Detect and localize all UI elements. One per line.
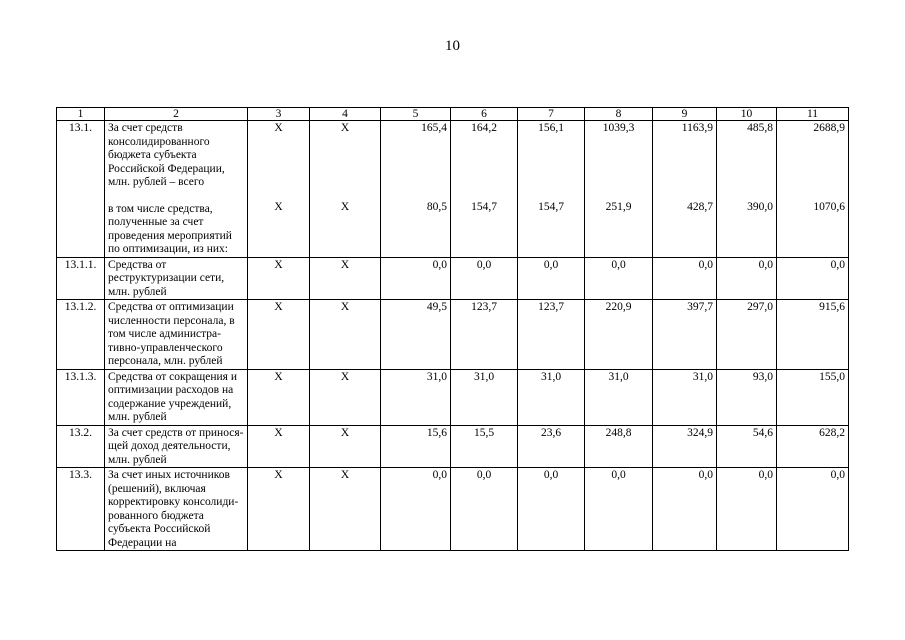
value-cell: 0,0 <box>653 468 717 551</box>
row-description <box>105 369 248 425</box>
value-cell: 0,0 <box>585 257 653 300</box>
text-line: том числе администра- <box>108 328 221 340</box>
cell-value: 1039,3 <box>602 122 635 134</box>
spacer <box>521 136 581 149</box>
value-cell: 31,0 <box>451 369 518 425</box>
row-description <box>105 468 248 551</box>
value-cell: 220,9 <box>585 300 653 370</box>
value-cell: 0,0 <box>451 468 518 551</box>
spacer <box>656 188 713 201</box>
value-cell <box>451 121 518 258</box>
spacer <box>720 162 773 175</box>
table-row <box>57 300 849 370</box>
text-line: Средства от оптимизации <box>108 301 234 313</box>
value-cell: 0,0 <box>717 257 777 300</box>
text-line: Федерации на <box>108 536 177 549</box>
header-cell-1: 1 <box>57 108 105 121</box>
text-line: корректировку консолиди- <box>108 496 239 508</box>
header-cell-3: 3 <box>248 108 310 121</box>
text-line: консолидированного <box>108 135 210 148</box>
text-line: Российской Федерации, <box>108 162 225 175</box>
spacer <box>720 149 773 162</box>
cell-value: 485,8 <box>747 122 773 134</box>
text-line: полученные за счет <box>108 216 204 228</box>
row-number: 13.1. <box>57 121 105 258</box>
spacer <box>588 162 649 175</box>
col4-mark: X <box>310 300 381 370</box>
cell-value: 251,9 <box>605 200 632 213</box>
value-cell: 31,0 <box>381 369 451 425</box>
value-cell <box>518 121 585 258</box>
table-header-row <box>57 108 849 121</box>
value-cell: 915,6 <box>777 300 849 370</box>
spacer <box>384 175 447 188</box>
spacer <box>588 175 649 188</box>
text-line: в том числе средства, <box>108 202 213 215</box>
spacer <box>251 136 306 149</box>
text-line: За счет иных источников <box>108 469 230 481</box>
value-cell: 31,0 <box>518 369 585 425</box>
cell-value: X <box>274 122 283 134</box>
value-cell <box>777 121 849 258</box>
cell-value: X <box>340 200 350 213</box>
header-cell-11: 11 <box>777 108 849 121</box>
value-cell: 123,7 <box>451 300 518 370</box>
spacer <box>313 175 377 188</box>
col4-mark: X <box>310 257 381 300</box>
spacer <box>521 188 581 201</box>
cell-value: 164,2 <box>471 122 497 134</box>
cell-value: 154,7 <box>471 200 497 213</box>
header-cell-4: 4 <box>310 108 381 121</box>
spacer <box>313 136 377 149</box>
header-cell-2: 2 <box>105 108 248 121</box>
text-line: рованного бюджета <box>108 509 204 522</box>
value-cell: 155,0 <box>777 369 849 425</box>
cell-value: 428,7 <box>687 200 713 213</box>
spacer <box>251 175 306 188</box>
spacer <box>454 136 514 149</box>
spacer <box>313 162 377 175</box>
col3-mark <box>248 121 310 258</box>
value-cell: 0,0 <box>653 257 717 300</box>
col3-mark: X <box>248 425 310 468</box>
value-cell <box>717 121 777 258</box>
page-number: 10 <box>445 38 460 54</box>
value-cell: 31,0 <box>653 369 717 425</box>
spacer <box>780 162 845 175</box>
col3-mark: X <box>248 369 310 425</box>
value-cell: 15,6 <box>381 425 451 468</box>
cell-value: 156,1 <box>538 122 564 134</box>
header-cell-10: 10 <box>717 108 777 121</box>
header-cell-8: 8 <box>585 108 653 121</box>
value-cell: 15,5 <box>451 425 518 468</box>
col4-mark: X <box>310 468 381 551</box>
col4-mark: X <box>310 369 381 425</box>
spacer <box>656 149 713 162</box>
value-cell: 0,0 <box>518 257 585 300</box>
spacer <box>780 188 845 201</box>
spacer <box>454 188 514 201</box>
row-description <box>105 121 248 258</box>
spacer <box>656 136 713 149</box>
value-cell: 0,0 <box>451 257 518 300</box>
text-line: проведения мероприятий <box>108 229 232 242</box>
value-cell: 49,5 <box>381 300 451 370</box>
header-cell-7: 7 <box>518 108 585 121</box>
value-cell: 297,0 <box>717 300 777 370</box>
text-line: (решений), включая <box>108 482 206 495</box>
cell-value: X <box>274 200 283 213</box>
col4-mark: X <box>310 425 381 468</box>
table-row <box>57 121 849 258</box>
value-cell: 324,9 <box>653 425 717 468</box>
value-cell: 248,8 <box>585 425 653 468</box>
text-line: щей доход деятельности, <box>108 440 231 452</box>
spacer <box>588 149 649 162</box>
spacer <box>780 136 845 149</box>
col4-mark <box>310 121 381 258</box>
spacer <box>720 188 773 201</box>
text-line: млн. рублей – всего <box>108 176 205 188</box>
spacer <box>656 175 713 188</box>
table-row <box>57 369 849 425</box>
value-cell: 93,0 <box>717 369 777 425</box>
row-number: 13.1.1. <box>57 257 105 300</box>
text-line: оптимизации расходов на <box>108 384 234 396</box>
spacer <box>720 175 773 188</box>
spacer <box>313 188 377 201</box>
indicators-table <box>56 107 849 551</box>
value-cell: 0,0 <box>518 468 585 551</box>
text-line: тивно-управленческого <box>108 341 223 354</box>
text-line: млн. рублей <box>108 411 167 423</box>
row-description <box>105 300 248 370</box>
spacer <box>521 175 581 188</box>
value-cell: 54,6 <box>717 425 777 468</box>
spacer <box>384 188 447 201</box>
header-cell-5: 5 <box>381 108 451 121</box>
spacer <box>521 149 581 162</box>
text-line: За счет средств <box>108 122 183 134</box>
spacer <box>656 162 713 175</box>
row-description <box>105 425 248 468</box>
spacer <box>108 190 244 203</box>
row-number: 13.1.2. <box>57 300 105 370</box>
value-cell: 0,0 <box>777 468 849 551</box>
spacer <box>454 162 514 175</box>
cell-value: 390,0 <box>747 200 773 213</box>
spacer <box>521 162 581 175</box>
spacer <box>780 149 845 162</box>
text-line: численности персонала, в <box>108 314 235 327</box>
cell-value: 1163,9 <box>681 122 713 134</box>
header-cell-9: 9 <box>653 108 717 121</box>
value-cell: 0,0 <box>777 257 849 300</box>
text-line: содержание учреждений, <box>108 397 232 410</box>
cell-value: 165,4 <box>421 122 447 134</box>
value-cell: 397,7 <box>653 300 717 370</box>
text-line: реструктуризации сети, <box>108 272 225 284</box>
spacer <box>454 149 514 162</box>
table-row <box>57 468 849 551</box>
row-description <box>105 257 248 300</box>
text-line: по оптимизации, из них: <box>108 243 228 255</box>
spacer <box>251 188 306 201</box>
value-cell: 0,0 <box>381 468 451 551</box>
value-cell: 0,0 <box>381 257 451 300</box>
value-cell <box>653 121 717 258</box>
text-line: Средства от сокращения и <box>108 370 237 383</box>
spacer <box>384 136 447 149</box>
spacer <box>454 175 514 188</box>
header-cell-6: 6 <box>451 108 518 121</box>
cell-value: 2688,9 <box>813 122 845 134</box>
table-row <box>57 425 849 468</box>
text-line: субъекта Российской <box>108 523 211 535</box>
col3-mark: X <box>248 257 310 300</box>
text-line: млн. рублей <box>108 285 167 298</box>
spacer <box>384 149 447 162</box>
spacer <box>588 188 649 201</box>
value-cell: 0,0 <box>717 468 777 551</box>
cell-value: 1070,6 <box>813 200 845 213</box>
spacer <box>384 162 447 175</box>
text-line: млн. рублей <box>108 453 167 466</box>
text-line: бюджета субъекта <box>108 149 197 161</box>
text-line: За счет средств от принося- <box>108 426 244 439</box>
text-line: Средства от <box>108 258 167 271</box>
row-number: 13.1.3. <box>57 369 105 425</box>
value-cell: 31,0 <box>585 369 653 425</box>
cell-value: X <box>340 122 350 134</box>
spacer <box>780 175 845 188</box>
col3-mark: X <box>248 300 310 370</box>
value-cell: 628,2 <box>777 425 849 468</box>
row-number: 13.3. <box>57 468 105 551</box>
cell-value: 80,5 <box>426 200 447 213</box>
text-line: персонала, млн. рублей <box>108 355 223 367</box>
row-number: 13.2. <box>57 425 105 468</box>
spacer <box>588 136 649 149</box>
col3-mark: X <box>248 468 310 551</box>
value-cell: 0,0 <box>585 468 653 551</box>
value-cell: 123,7 <box>518 300 585 370</box>
spacer <box>720 136 773 149</box>
value-cell <box>381 121 451 258</box>
spacer <box>251 162 306 175</box>
value-cell: 23,6 <box>518 425 585 468</box>
cell-value: 154,7 <box>538 200 564 213</box>
spacer <box>313 149 377 162</box>
value-cell <box>585 121 653 258</box>
spacer <box>251 149 306 162</box>
table-row <box>57 257 849 300</box>
table-body <box>57 108 849 551</box>
